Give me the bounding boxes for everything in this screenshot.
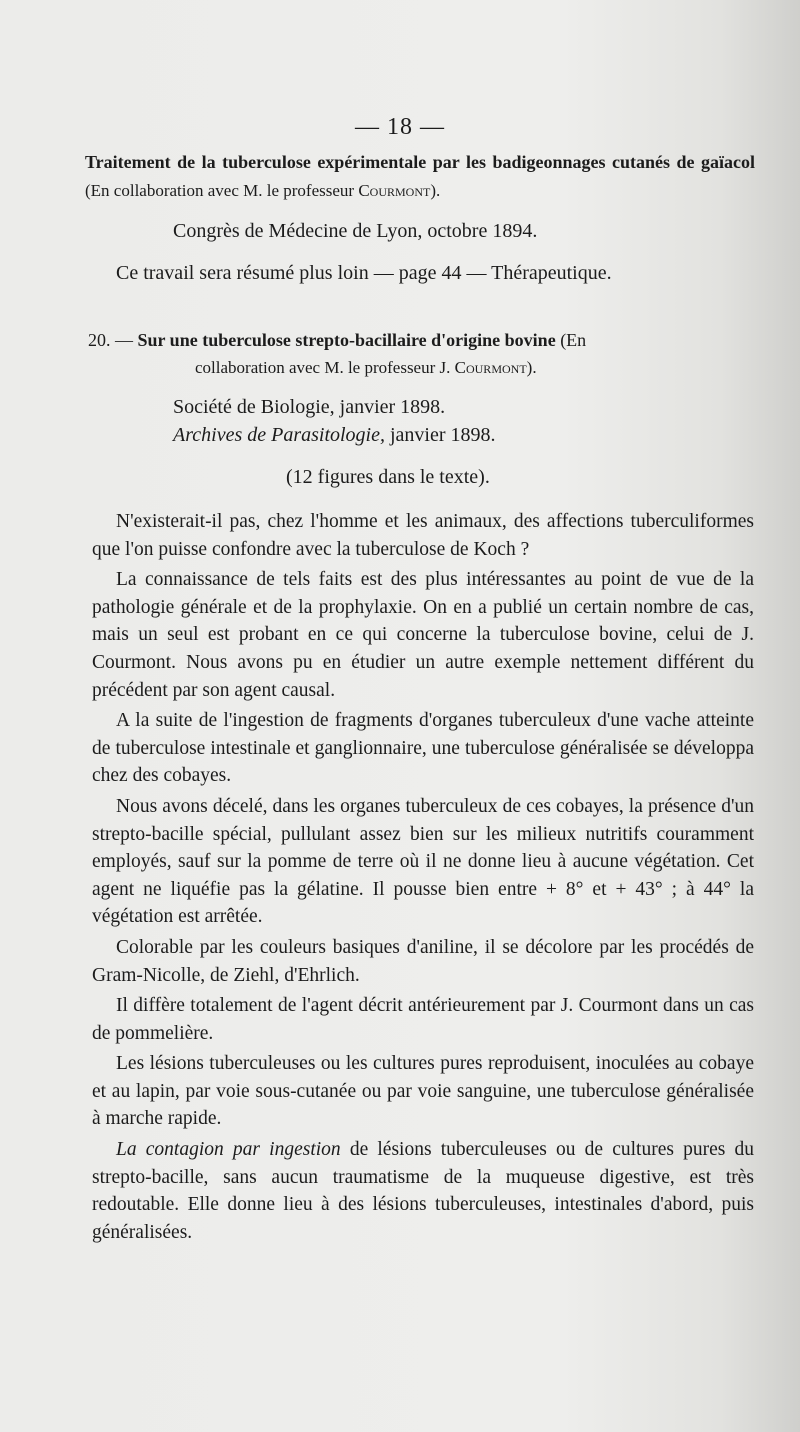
- entry-20-heading: [88, 326, 756, 382]
- entry-20-venue-1: Société de Biologie, janvier 1898.: [173, 396, 446, 418]
- paragraph: Colorable par les couleurs basiques d'aniline, il se décolore par les procédés de Gram-Nicolle, de Ziehl, d'Ehrlich.: [92, 936, 754, 986]
- page-number: — 18 —: [355, 114, 445, 140]
- entry-20-title: Sur une tuberculose strepto-bacillaire d'origine bovine: [137, 330, 556, 350]
- entry-20-collaboration: collaboration avec M. le professeur J. Courmont).: [195, 358, 537, 377]
- entry-1-note: Ce travail sera résumé plus loin — page 44 — Thérapeutique.: [116, 262, 612, 284]
- paragraph: A la suite de l'ingestion de fragments d'organes tuberculeux d'une vache atteinte de tuberculose intestinale et ganglionnaire, une tuberculose généralisée se développa chez des cobayes.: [92, 710, 754, 787]
- entry-20-figures: (12 figures dans le texte).: [286, 466, 490, 488]
- paragraph: N'existerait-il pas, chez l'homme et les animaux, des affections tuberculiformes que l'on puisse confondre avec la tuberculose de Koch ?: [92, 511, 754, 560]
- entry-1-venue: Congrès de Médecine de Lyon, octobre 1894.: [173, 220, 538, 242]
- entry-1-collaboration: (En collaboration avec M. le professeur Courmont).: [85, 181, 441, 200]
- entry-20-collab-prefix: (En: [560, 330, 587, 350]
- body-text: [92, 508, 754, 1249]
- entry-20-number: 20. —: [88, 330, 133, 350]
- entry-1-title: Traitement de la tuberculose expérimentale par les badigeonnages cutanés de gaïacol: [85, 152, 755, 172]
- paragraph: La contagion par ingestion de lésions tuberculeuses ou de cultures pures du strepto-bacille, sans aucun traumatisme de la muqueuse digestive, est très redoutable. Elle donne lieu à des lésions tuberculeuses, intestinales d'abord, puis généralisées.: [92, 1139, 754, 1243]
- paragraph: Nous avons décelé, dans les organes tuberculeux de ces cobayes, la présence d'un strepto-bacille spécial, pullulant assez bien sur les milieux nutritifs couramment employés, sauf sur la pomme de terre où il ne donne lieu à aucune végétation. Cet agent ne liquéfie pas la gélatine. Il pousse bien entre + 8° et + 43° ; à 44° la végétation est arrêtée.: [92, 795, 754, 928]
- paragraph: Il diffère totalement de l'agent décrit antérieurement par J. Courmont dans un cas de pommelière.: [92, 995, 754, 1044]
- entry-1-heading: [85, 148, 755, 205]
- paragraph: Les lésions tuberculeuses ou les cultures pures reproduisent, inoculées au cobaye et au lapin, par voie sous-cutanée ou par voie sanguine, une tuberculose généralisée à marche rapide.: [92, 1053, 754, 1130]
- paragraph: La connaissance de tels faits est des plus intéressantes au point de vue de la pathologie générale et de la prophylaxie. On en a publié un certain nombre de cas, mais un seul est probant en ce qui concerne la tuberculose bovine, celui de J. Courmont. Nous avons pu en étudier un autre exemple nettement différent du précédent par son agent causal.: [92, 569, 754, 701]
- entry-20-venue-2: Archives de Parasitologie, janvier 1898.: [173, 424, 496, 446]
